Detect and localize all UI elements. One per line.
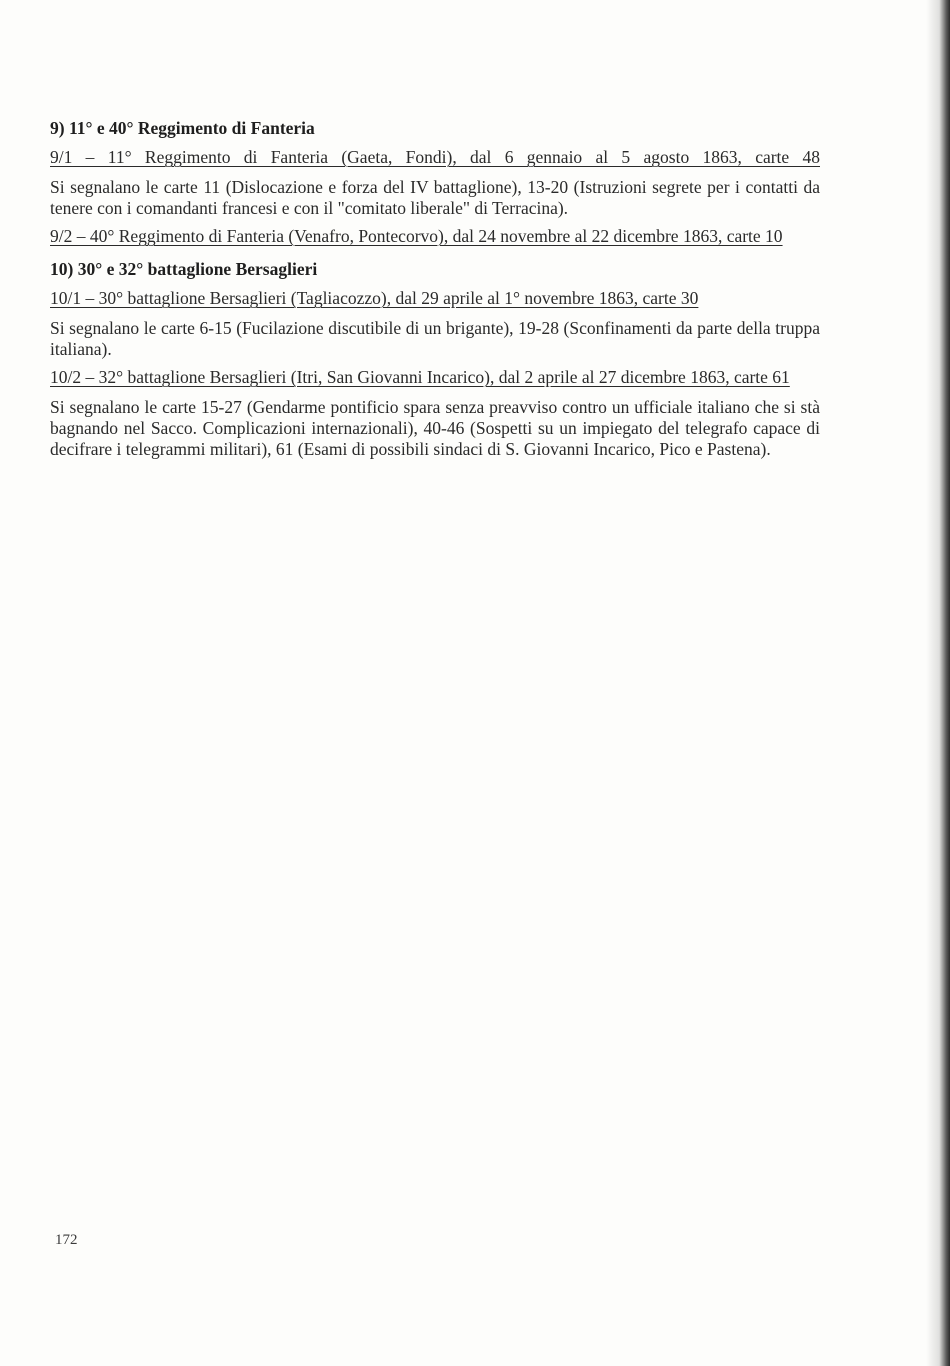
page-edge-shadow	[926, 0, 950, 1366]
page-number: 172	[55, 1232, 78, 1248]
entry-note-10-2: Si segnalano le carte 15-27 (Gendarme pontificio spara senza preavviso contro un ufficiale italiano che si stà bagnando nel Sacco. Complicazioni internazionali), 40-46 (Sospetti su un impiegato del telegrafo capace di decifrare i telegrammi militari), 61 (Esami di possibili sindaci di S. Giovanni Incarico, Pico e Pastena).	[50, 397, 820, 459]
entry-note-10-1: Si segnalano le carte 6-15 (Fucilazione discutibile di un brigante), 19-28 (Sconfinamenti da parte della truppa italiana).	[50, 318, 820, 359]
entry-heading-10-1: 10/1 – 30° battaglione Bersaglieri (Tagliacozzo), dal 29 aprile al 1° novembre 1863, carte 30	[50, 288, 699, 308]
section-title-9: 9) 11° e 40° Reggimento di Fanteria	[50, 118, 315, 138]
page-content	[50, 118, 820, 467]
entry-heading-9-1: 9/1 – 11° Reggimento di Fanteria (Gaeta, Fondi), dal 6 gennaio al 5 agosto 1863, carte 48	[50, 147, 820, 167]
section-title-10: 10) 30° e 32° battaglione Bersaglieri	[50, 259, 318, 279]
entry-heading-9-2: 9/2 – 40° Reggimento di Fanteria (Venafro, Pontecorvo), dal 24 novembre al 22 dicembre 1863, carte 10	[50, 226, 783, 246]
entry-note-9-1: Si segnalano le carte 11 (Dislocazione e forza del IV battaglione), 13-20 (Istruzioni segrete per i contatti da tenere con i comandanti francesi e con il "comitato liberale" di Terracina).	[50, 177, 820, 218]
entry-heading-10-2: 10/2 – 32° battaglione Bersaglieri (Itri, San Giovanni Incarico), dal 2 aprile al 27 dicembre 1863, carte 61	[50, 367, 790, 387]
